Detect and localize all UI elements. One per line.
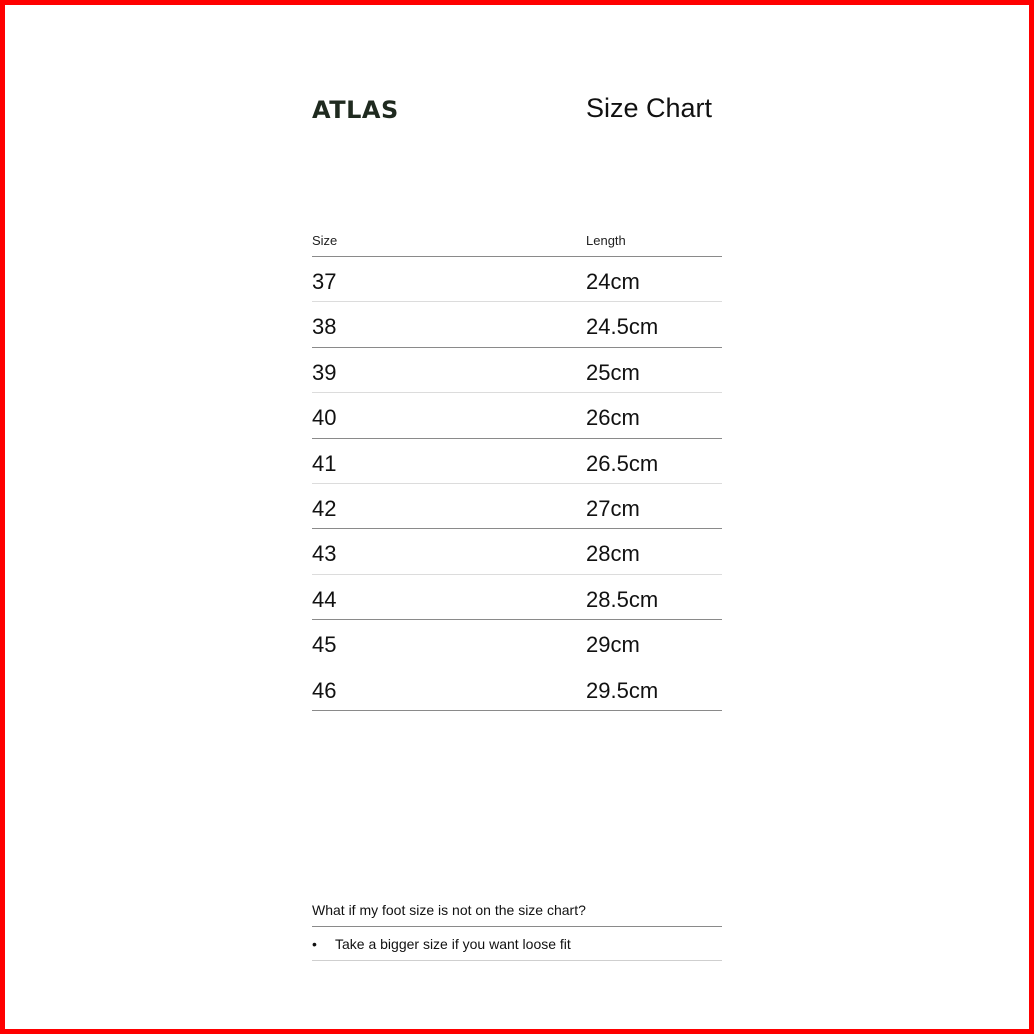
length-cell: 26cm [586, 405, 640, 431]
size-cell: 40 [312, 405, 337, 431]
table-row [312, 484, 722, 529]
length-cell: 27cm [586, 495, 640, 521]
column-header-length: Length [586, 233, 626, 248]
table-header [312, 230, 722, 257]
table-row [312, 393, 722, 438]
size-chart-sheet [312, 0, 722, 1034]
faq-section [312, 898, 722, 961]
size-cell: 38 [312, 314, 337, 340]
size-cell: 37 [312, 269, 337, 294]
table-row [312, 529, 722, 574]
table-row [312, 348, 722, 393]
size-cell: 46 [312, 677, 337, 703]
faq-answer-item [312, 927, 722, 961]
length-cell: 24cm [586, 269, 640, 294]
length-cell: 29cm [586, 632, 640, 658]
size-cell: 42 [312, 495, 337, 521]
faq-question: What if my foot size is not on the size chart? [312, 898, 722, 927]
brand-logo: ATLAS [312, 96, 399, 124]
length-cell: 25cm [586, 359, 640, 385]
table-row [312, 302, 722, 347]
size-cell: 43 [312, 541, 337, 567]
size-cell: 44 [312, 586, 337, 612]
length-cell: 28cm [586, 541, 640, 567]
length-cell: 26.5cm [586, 450, 659, 476]
table-row [312, 439, 722, 484]
table-row [312, 620, 722, 665]
length-cell: 28.5cm [586, 586, 659, 612]
size-cell: 39 [312, 359, 337, 385]
table-row [312, 575, 722, 620]
bullet-icon: • [312, 936, 317, 952]
size-table [312, 230, 722, 711]
faq-answer-text: Take a bigger size if you want loose fit [335, 936, 571, 952]
size-cell: 45 [312, 632, 337, 658]
table-row [312, 257, 722, 302]
table-row [312, 666, 722, 711]
length-cell: 24.5cm [586, 314, 659, 340]
size-cell: 41 [312, 450, 337, 476]
page-title: Size Chart [586, 93, 713, 123]
length-cell: 29.5cm [586, 677, 659, 703]
column-header-size: Size [312, 233, 338, 248]
